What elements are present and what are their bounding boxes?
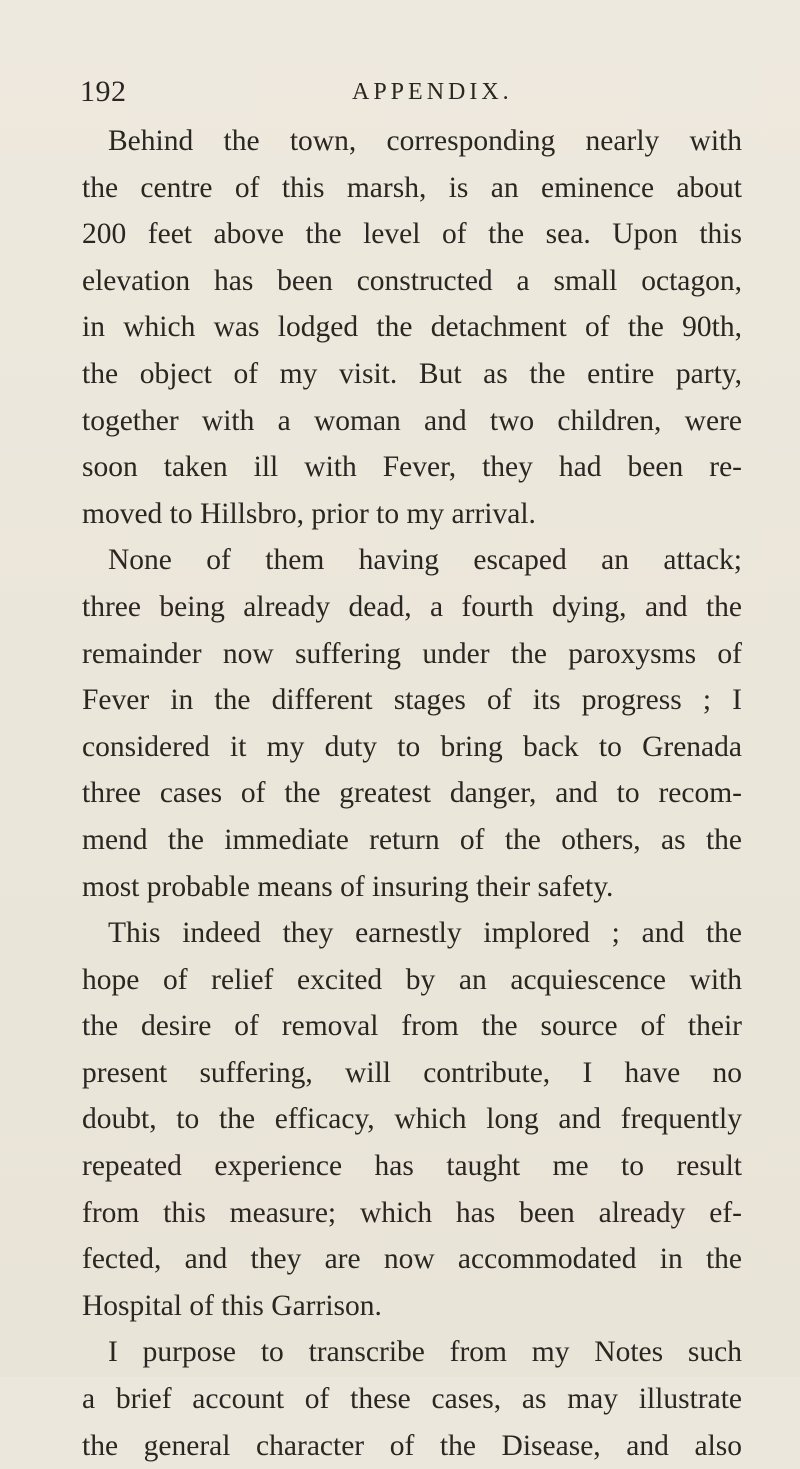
text-line: the object of my visit. But as the entire party, [82,357,742,390]
text-line: None of them having escaped an attack; [108,544,742,577]
page-number: 192 [80,75,127,108]
text-line: elevation has been constructed a small octagon, [82,264,742,297]
text-line: mend the immediate return of the others, as the [82,823,742,856]
text-line: repeated experience has taught me to result [82,1150,742,1183]
text-line: a brief account of these cases, as may illustrate [82,1383,742,1416]
text-line: from this measure; which has been already ef- [82,1196,742,1229]
text-line: the desire of removal from the source of their [82,1010,742,1043]
text-line: soon taken ill with Fever, they had been re- [82,451,742,484]
body-text [82,118,742,1469]
text-line: considered it my duty to bring back to Grenada [82,730,742,763]
text-line: Behind the town, corresponding nearly with [108,125,742,157]
text-line: fected, and they are now accommodated in the [82,1243,742,1276]
text-line: Fever in the different stages of its progress ; I [82,684,742,717]
text-line: three cases of the greatest danger, and to recom- [82,777,742,810]
text-line: hope of relief excited by an acquiescence with [82,963,742,996]
text-line: present suffering, will contribute, I have no [82,1056,742,1089]
text-line: I purpose to transcribe from my Notes such [108,1336,742,1369]
text-line: doubt, to the efficacy, which long and frequently [82,1103,742,1136]
text-line: most probable means of insuring their safety. [82,870,614,903]
text-line: 200 feet above the level of the sea. Upon this [82,218,742,251]
text-line: the centre of this marsh, is an eminence about [82,171,742,204]
text-line: in which was lodged the detachment of the 90th, [82,311,742,344]
page-header [80,72,740,112]
text-line: the general character of the Disease, and also [82,1429,742,1462]
text-line: together with a woman and two children, were [82,404,742,437]
text-line: moved to Hillsbro, prior to my arrival. [82,497,536,530]
text-line: This indeed they earnestly implored ; and the [108,917,742,950]
text-line: remainder now suffering under the paroxysms of [82,637,742,670]
running-head: APPENDIX. [352,79,513,105]
text-line: Hospital of this Garrison. [82,1289,382,1322]
text-line: three being already dead, a fourth dying, and the [82,590,742,623]
